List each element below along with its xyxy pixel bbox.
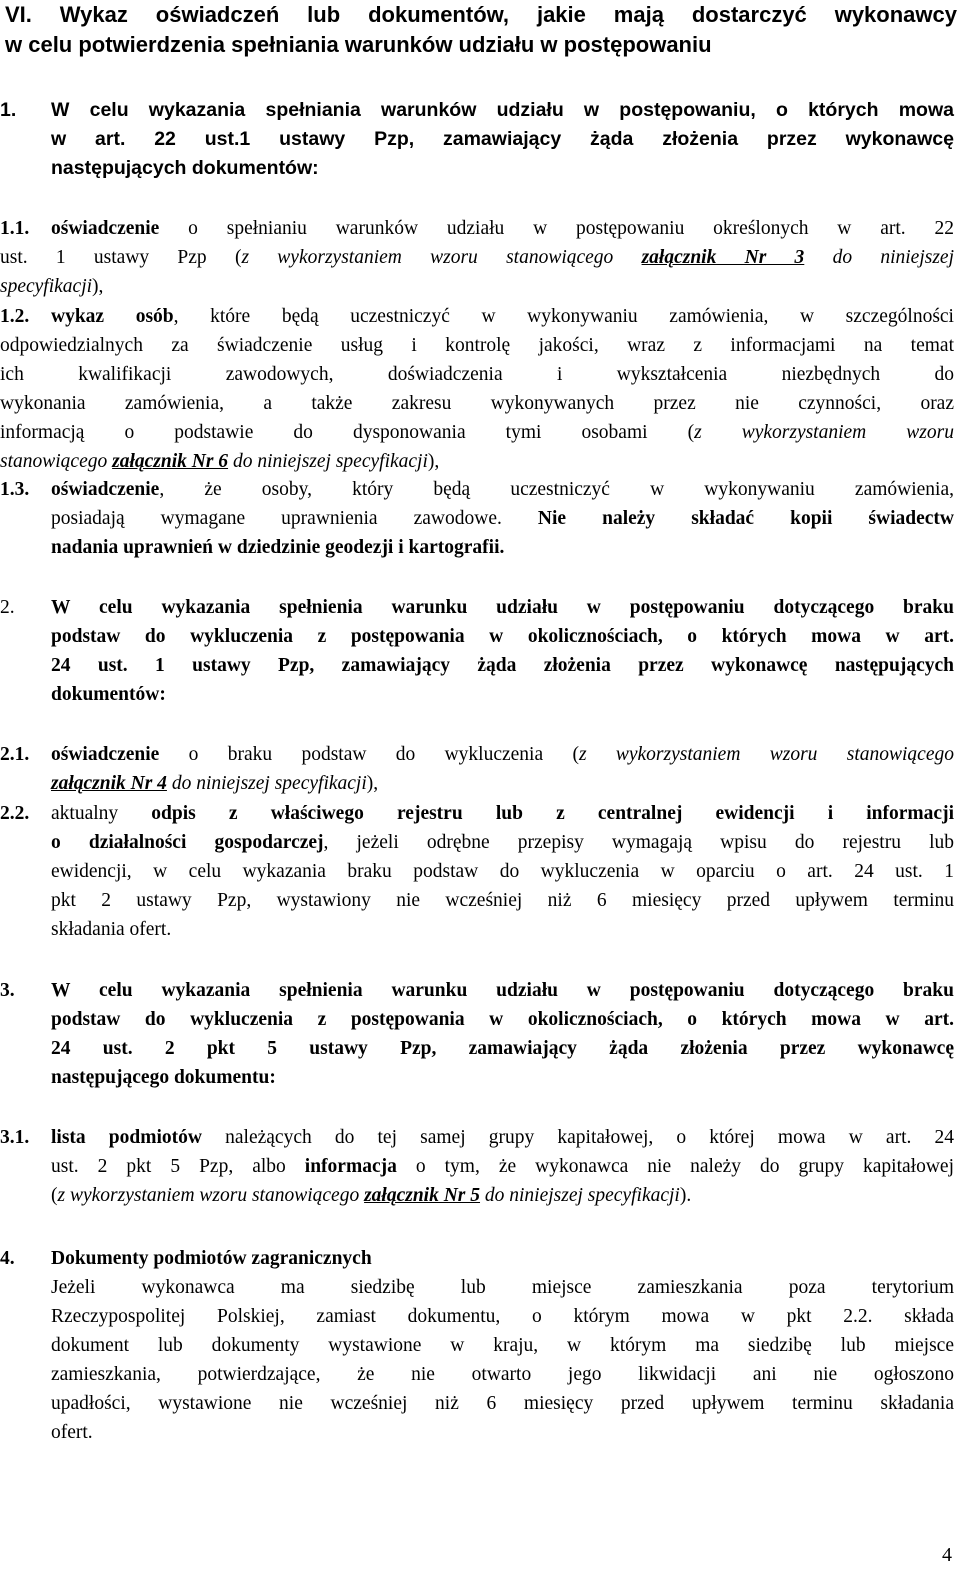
text: informacją o podstawie do dysponowania tymi osobami ( — [0, 422, 695, 443]
text: ust. 1 ustawy Pzp ( — [0, 247, 242, 268]
text: ), — [92, 276, 104, 297]
page-number: 4 — [942, 1544, 952, 1566]
term-oswiadczenie: oświadczenie — [51, 744, 160, 765]
item-1-1-line-3 — [0, 272, 954, 301]
item-2-line-4: dokumentów: — [51, 684, 166, 705]
item-2-1-line-1 — [51, 740, 954, 769]
item-2-2-line-5: składania ofert. — [51, 919, 172, 940]
item-1-line-1: W celu wykazania spełniania warunków udziału w postępowaniu, o których mowa — [51, 99, 954, 121]
item-2-1-line-2 — [51, 769, 954, 798]
item-1-2-line-2: odpowiedzialnych za świadczenie usług i kontrolę jakości, wraz z informacjami na temat — [0, 335, 954, 356]
text: ust. 2 pkt 5 Pzp, albo — [51, 1156, 305, 1177]
text-italic: stanowiącego — [0, 451, 113, 472]
text: posiadają wymagane uprawnienia zawodowe. — [51, 508, 538, 529]
attachment-ref: załącznik Nr 5 — [364, 1185, 481, 1206]
term-informacja: informacja — [304, 1156, 397, 1177]
item-number: 2. — [0, 597, 15, 618]
item-3-1-line-3 — [51, 1181, 954, 1210]
item-1-3-line-2 — [51, 504, 954, 533]
item-1-3-line-1 — [51, 475, 954, 504]
item-number: 1.3. — [0, 479, 30, 500]
term-odpis: odpis z właściwego rejestru lub z centralnej ewidencji i informacji — [151, 803, 954, 824]
text: o braku podstaw do wykluczenia ( — [159, 744, 579, 765]
item-4-line-4: zamieszkania, potwierdzające, że nie otwarto jego likwidacji ani nie ogłoszono — [51, 1364, 954, 1385]
item-2-line-3: 24 ust. 1 ustawy Pzp, zamawiający żąda złożenia przez wykonawcę następujących — [51, 655, 954, 676]
text-italic: do niniejszej specyfikacji — [228, 451, 428, 472]
text-italic: do niniejszej — [804, 247, 954, 268]
item-4-title: Dokumenty podmiotów zagranicznych — [51, 1248, 372, 1269]
text-italic: do niniejszej specyfikacji — [480, 1185, 680, 1206]
heading-line-2: w celu potwierdzenia spełniania warunków udziału w postępowaniu — [5, 32, 712, 57]
section-heading — [5, 0, 957, 60]
item-4-line-2: Rzeczypospolitej Polskiej, zamiast dokumentu, o którym mowa w pkt 2.2. składa — [51, 1306, 954, 1327]
item-1-2-line-6 — [0, 447, 954, 476]
text: o tym, że wykonawca nie należy do grupy kapitałowej — [396, 1156, 954, 1177]
notice-bold: Nie należy składać kopii świadectw — [537, 508, 954, 529]
item-2-2-line-3: ewidencji, w celu wykazania braku podstaw do wykluczenia w oparciu o art. 24 ust. 1 — [51, 861, 954, 882]
text: ( — [51, 1185, 58, 1206]
text-italic: z wykorzystaniem wzoru — [694, 422, 954, 443]
text: ), — [427, 451, 440, 472]
text: , że osoby, który będą uczestniczyć w wykonywaniu zamówienia, — [159, 479, 954, 500]
text-italic: z wykorzystaniem wzoru stanowiącego — [578, 744, 954, 765]
heading-line-1: VI. Wykaz oświadczeń lub dokumentów, jakie mają dostarczyć wykonawcy — [5, 2, 957, 27]
term-wykaz-osob: wykaz osób — [51, 306, 174, 327]
item-1-2-line-3: ich kwalifikacji zawodowych, doświadczenia i wykształcenia niezbędnych do — [0, 364, 954, 385]
term-dzialalnosc: o działalności gospodarczej — [51, 832, 324, 853]
item-3-1-line-1 — [51, 1123, 954, 1152]
text: ), — [366, 773, 379, 794]
text: , jeżeli odrębne przepisy wymagają wpisu do rejestru lub — [323, 832, 954, 853]
item-4-line-5: upadłości, wystawione nie wcześniej niż 6 miesięcy przed upływem terminu składania — [51, 1393, 954, 1414]
item-number: 3. — [0, 980, 15, 1001]
item-2-2-line-2 — [51, 828, 954, 857]
item-1-2-line-1 — [51, 302, 954, 331]
item-2-2-line-4: pkt 2 ustawy Pzp, wystawiony nie wcześniej niż 6 miesięcy przed upływem terminu — [51, 890, 954, 911]
term-lista-podmiotow: lista podmiotów — [51, 1127, 202, 1148]
item-number: 2.2. — [0, 803, 30, 824]
text-italic: specyfikacji — [0, 276, 93, 297]
term-oswiadczenie: oświadczenie — [51, 479, 160, 500]
text: o spełnianiu warunków udziału w postępowaniu określonych w art. 22 — [159, 218, 954, 239]
item-number: 1.2. — [0, 306, 30, 327]
item-2-line-1: W celu wykazania spełnienia warunku udziału w postępowaniu dotyczącego braku — [51, 597, 954, 618]
text-italic: z wykorzystaniem wzoru stanowiącego — [241, 247, 642, 268]
item-3-1-line-2 — [51, 1152, 954, 1181]
item-number: 1.1. — [0, 218, 30, 239]
item-1-3-line-3: nadania uprawnień w dziedzinie geodezji i kartografii. — [51, 537, 505, 558]
text: należących do tej samej grupy kapitałowej, o której mowa w art. 24 — [202, 1127, 954, 1148]
item-number: 3.1. — [0, 1127, 30, 1148]
text: aktualny — [51, 803, 152, 824]
attachment-ref: załącznik Nr 3 — [641, 247, 805, 268]
item-4-line-3: dokument lub dokumenty wystawione w kraju, w którym ma siedzibę lub miejsce — [51, 1335, 954, 1356]
text-italic: z wykorzystaniem wzoru stanowiącego — [57, 1185, 365, 1206]
item-number: 2.1. — [0, 744, 30, 765]
item-2-2-line-1 — [51, 799, 954, 828]
item-3-line-2: podstaw do wykluczenia z postępowania w okolicznościach, o których mowa w art. — [51, 1009, 954, 1030]
item-3-line-4: następującego dokumentu: — [51, 1067, 276, 1088]
item-3-line-3: 24 ust. 2 pkt 5 ustawy Pzp, zamawiający żąda złożenia przez wykonawcę — [51, 1038, 954, 1059]
item-number: 1. — [0, 99, 17, 121]
item-number: 4. — [0, 1248, 15, 1269]
text: ). — [679, 1185, 692, 1206]
item-2-line-2: podstaw do wykluczenia z postępowania w okolicznościach, o których mowa w art. — [51, 626, 954, 647]
item-1-1-line-1 — [51, 214, 954, 243]
attachment-ref: załącznik Nr 4 — [51, 773, 167, 794]
item-4-line-1: Jeżeli wykonawca ma siedzibę lub miejsce zamieszkania poza terytorium — [51, 1277, 954, 1298]
attachment-ref: załącznik Nr 6 — [112, 451, 229, 472]
text-italic: do niniejszej specyfikacji — [166, 773, 367, 794]
text: , które będą uczestniczyć w wykonywaniu zamówienia, w szczególności — [173, 306, 954, 327]
item-1-2-line-5 — [0, 418, 954, 447]
item-1-line-2: w art. 22 ust.1 ustawy Pzp, zamawiający żąda złożenia przez wykonawcę — [51, 128, 954, 150]
item-1-1-line-2 — [0, 243, 954, 272]
item-1-2-line-4: wykonania zamówienia, a także zakresu wykonywanych przez nie czynności, oraz — [0, 393, 954, 414]
item-1-line-3: następujących dokumentów: — [51, 157, 319, 179]
term-oswiadczenie: oświadczenie — [51, 218, 160, 239]
item-3-line-1: W celu wykazania spełnienia warunku udziału w postępowaniu dotyczącego braku — [51, 980, 954, 1001]
item-4-line-6: ofert. — [51, 1422, 93, 1443]
